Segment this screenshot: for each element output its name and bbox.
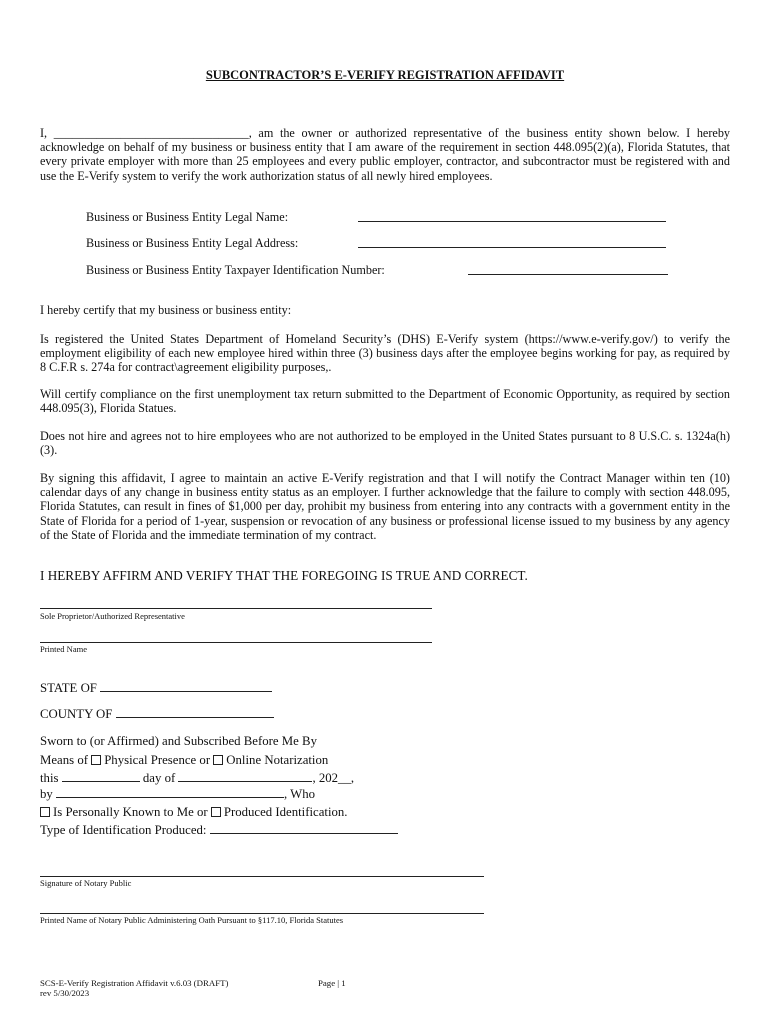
certify-heading: I hereby certify that my business or business entity: [40, 303, 292, 317]
id-type-row [40, 822, 398, 838]
intro-text: , am the owner or authorized representative of the business entity shown below. I hereby acknowledge on behalf of my business or business entity that I am aware of the requirement in section 448.095(2)(a), Florida Statutes, that every private employer with more than 25 employees and every public employer, contractor, and subcontractor must be registered with and use the E-Verify system to verify the work authorization status of all newly hired employees. [40, 126, 731, 183]
legal-address-field[interactable] [358, 236, 666, 248]
county-label: COUNTY OF [40, 707, 113, 721]
intro-prefix: I, [40, 126, 48, 140]
notary-printed-name-line[interactable] [40, 913, 484, 914]
by-label: by [40, 787, 53, 801]
id-type-label: Type of Identification Produced: [40, 823, 207, 837]
document-title: SUBCONTRACTOR’S E-VERIFY REGISTRATION AFFIDAVIT [205, 68, 565, 82]
notary-printed-name-label: Printed Name of Notary Public Administering Oath Pursuant to §117.10, Florida Statutes [40, 915, 344, 925]
footer-revision: rev 5/30/2023 [40, 988, 90, 998]
affiant-name-field[interactable] [56, 786, 284, 798]
sworn-statement: Sworn to (or Affirmed) and Subscribed Before Me By [40, 734, 317, 748]
clause-signing: By signing this affidavit, I agree to maintain an active E-Verify registration and that I will notify the Contract Manager within ten (10) calendar days of any change in business entity status as an employer. I further acknowledge that the failure to comply with section 448.095, Florida Statutes, can result in fines of $1,000 per day, prohibit my business from entering into any contracts with a government entity in the State of Florida for a period of 1-year, suspension or revocation of any business or professional license issued to my business by any agency of the State of Florida and the immediate termination of my contract. [40, 471, 730, 542]
year-label: , 202__, [312, 771, 355, 785]
owner-name-blank[interactable]: ________________________________ [53, 126, 249, 140]
online-notarization-checkbox[interactable] [213, 755, 223, 765]
personally-known-label: Is Personally Known to Me or [53, 805, 208, 819]
physical-presence-checkbox[interactable] [91, 755, 101, 765]
id-type-field[interactable] [210, 822, 398, 834]
date-row [40, 770, 354, 786]
clause-registered: Is registered the United States Department of Homeland Security’s (DHS) E-Verify system (https://www.e-verify.gov/) to verify the employment eligibility of each new employee hired within three (3) business days after the employee begins working for pay, as required by 8 C.F.R s. 274a for contract\agreement eligibility purposes,. [40, 332, 730, 375]
online-notarization-label: Online Notarization [226, 753, 329, 767]
tin-label: Business or Business Entity Taxpayer Identification Number: [86, 263, 385, 277]
footer-doc-id: SCS-E-Verify Registration Affidavit v.6.03 (DRAFT) [40, 978, 229, 988]
clause-no-unauthorized: Does not hire and agrees not to hire employees who are not authorized to be employed in the United States pursuant to 8 U.S.C. s. 1324a(h)(3). [40, 429, 730, 458]
physical-presence-label: Physical Presence or [104, 753, 211, 767]
county-field[interactable] [116, 706, 274, 718]
personally-known-checkbox[interactable] [40, 807, 50, 817]
legal-name-label: Business or Business Entity Legal Name: [86, 210, 289, 224]
clause-compliance: Will certify compliance on the first unemployment tax return submitted to the Department of Economic Opportunity, as required by section 448.095(3), Florida Statues. [40, 387, 730, 416]
footer-page-number: Page | 1 [318, 978, 346, 988]
means-row [40, 753, 328, 768]
tin-row [86, 263, 385, 278]
intro-paragraph [40, 126, 730, 183]
legal-address-label: Business or Business Entity Legal Address: [86, 236, 299, 250]
notary-signature-line[interactable] [40, 876, 484, 877]
county-row [40, 706, 274, 722]
day-field[interactable] [62, 770, 140, 782]
who-label: , Who [284, 787, 316, 801]
state-row [40, 680, 272, 696]
this-label: this [40, 771, 59, 785]
tin-field[interactable] [468, 263, 668, 275]
identification-row [40, 805, 348, 820]
means-of-label: Means of [40, 753, 88, 767]
affirmation-statement: I HEREBY AFFIRM AND VERIFY THAT THE FOREGOING IS TRUE AND CORRECT. [40, 568, 528, 583]
representative-signature-line[interactable] [40, 608, 432, 609]
representative-label: Sole Proprietor/Authorized Representative [40, 611, 185, 621]
state-label: STATE OF [40, 681, 97, 695]
produced-id-checkbox[interactable] [211, 807, 221, 817]
legal-name-field[interactable] [358, 210, 666, 222]
by-row [40, 786, 315, 802]
printed-name-line[interactable] [40, 642, 432, 643]
produced-id-label: Produced Identification. [223, 805, 348, 819]
day-of-label: day of [142, 771, 176, 785]
printed-name-label: Printed Name [40, 644, 87, 654]
state-field[interactable] [100, 680, 272, 692]
legal-address-row [86, 236, 298, 251]
month-field[interactable] [178, 770, 312, 782]
legal-name-row [86, 210, 288, 225]
notary-signature-label: Signature of Notary Public [40, 878, 132, 888]
